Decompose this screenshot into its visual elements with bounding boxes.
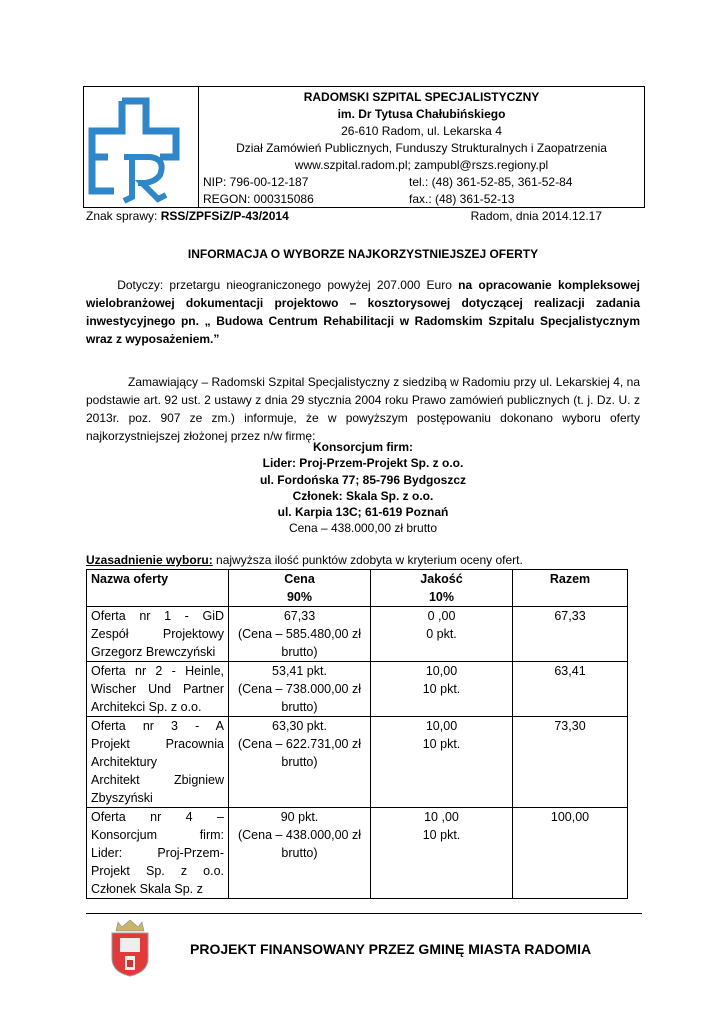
footer-funding-note: PROJEKT FINANSOWANY PRZEZ GMINĘ MIASTA RADOMIA — [190, 941, 592, 957]
reference-label: Znak sprawy: — [86, 209, 161, 223]
winner-price: Cena – 438.000,00 zł brutto — [288, 521, 438, 536]
offer-name-line: Zespół Projektowy — [91, 627, 224, 641]
offer-quality-score-line: 10,00 — [425, 719, 458, 733]
offer-name-line: Wischer Und Partner — [91, 682, 224, 696]
offer-price-score — [229, 717, 371, 808]
table-row — [87, 808, 628, 899]
offer-quality-score-line: 10 ,00 — [424, 810, 459, 824]
offer-price-score-line: (Cena – 738.000,00 zł — [237, 682, 361, 696]
winning-bidder — [86, 439, 640, 537]
offer-price-score — [229, 662, 371, 717]
offer-name-line: Członek Skala Sp. z — [91, 882, 203, 896]
table-row — [87, 662, 628, 717]
offer-total-score: 67,33 — [513, 607, 628, 662]
hospital-patron: im. Dr Tytusa Chałubińskiego — [337, 107, 506, 121]
offer-price-score-line: (Cena – 438.000,00 zł — [237, 828, 361, 842]
hospital-logo — [84, 87, 199, 207]
justification-label: Uzasadnienie wyboru: — [86, 553, 213, 567]
offer-quality-score — [371, 662, 513, 717]
offer-name-line: Architekt Zbigniew — [91, 773, 224, 787]
reference-line — [86, 209, 640, 223]
offer-name — [87, 717, 229, 808]
col-offer-name: Nazwa oferty — [87, 570, 229, 607]
radom-coat-of-arms — [108, 918, 152, 981]
justification-text: najwyższa ilość punktów zdobyta w kryterium oceny ofert. — [212, 553, 523, 567]
offer-quality-score-line: 10 pkt. — [422, 737, 461, 751]
winner-line: Konsorcjum firm: — [312, 440, 413, 454]
offer-name-line: Konsorcjum firm: — [91, 828, 224, 842]
offer-quality-score-line: 10 pkt. — [422, 682, 461, 696]
offer-total-score: 100,00 — [513, 808, 628, 899]
justification — [86, 553, 523, 567]
table-row — [87, 607, 628, 662]
fax: fax.: (48) 361-52-13 — [409, 192, 515, 206]
offer-price-score — [229, 607, 371, 662]
offer-name — [87, 662, 229, 717]
offer-quality-score-line: 0 pkt. — [426, 627, 457, 641]
reference-number: RSS/ZPFSiZ/P-43/2014 — [160, 209, 289, 223]
offer-total-score: 73,30 — [513, 717, 628, 808]
hospital-address: 26-610 Radom, ul. Lekarska 4 — [341, 124, 502, 138]
regon: REGON: 000315086 — [203, 192, 314, 206]
offer-quality-score — [371, 607, 513, 662]
offer-price-score-line: brutto) — [281, 645, 318, 659]
table-row — [87, 717, 628, 808]
offer-price-score-line: brutto) — [281, 846, 318, 860]
winner-line: Członek: Skala Sp. z o.o. — [292, 488, 434, 503]
offer-quality-score-line: 10 pkt. — [422, 828, 461, 842]
offer-name-line: Oferta nr 2 - Heinle, — [91, 664, 224, 678]
offer-name-line: Zbyszyński — [91, 791, 153, 805]
offer-name-line: Architektury — [91, 755, 157, 769]
offer-price-score-line: 90 pkt. — [280, 810, 319, 824]
offer-price-score-line: 53,41 pkt. — [272, 664, 327, 678]
table-header — [87, 570, 628, 607]
offer-name-line: Grzegorz Brewczyński — [91, 645, 216, 659]
offer-name — [87, 808, 229, 899]
offer-total-score: 63,41 — [513, 662, 628, 717]
subject-intro: Dotyczy: przetargu nieograniczonego powyżej 207.000 Euro — [117, 278, 459, 292]
offer-price-score-line: 63,30 pkt. — [272, 719, 327, 733]
body-text: Zamawiający – Radomski Szpital Specjalistyczny z siedzibą w Radomiu przy ul. Lekarskiej 4, na podstawie art. 92 ust. 2 ustawy z dnia 29 stycznia 2004 roku Prawo zamówień publicznych (t. j. Dz. U. z 2013r. poz. 907 ze zm.) informuje, że w powyższym postępowaniu dokonano wyboru oferty najkorzystniejszej złożonej przez n/w firmę: — [86, 375, 640, 443]
offer-name-line: Architekci Sp. z o.o. — [91, 700, 202, 714]
offer-quality-score-line: 10,00 — [425, 664, 458, 678]
hospital-name: RADOMSKI SZPITAL SPECJALISTYCZNY — [303, 90, 540, 104]
offer-name-line: Lider: Proj-Przem- — [91, 846, 224, 860]
telephone: tel.: (48) 361-52-85, 361-52-84 — [409, 175, 573, 189]
winner-line: ul. Fordońska 77; 85-796 Bydgoszcz — [259, 472, 467, 487]
department: Dział Zamówień Publicznych, Funduszy Strukturalnych i Zaopatrzenia — [236, 141, 607, 155]
document-date: Radom, dnia 2014.12.17 — [470, 209, 602, 223]
offer-name-line: Projekt Pracownia — [91, 737, 224, 751]
offer-name-line: Oferta nr 3 - A — [91, 719, 224, 733]
subject-paragraph — [86, 276, 640, 348]
winner-line: Lider: Proj-Przem-Projekt Sp. z o.o. — [262, 456, 464, 471]
offer-price-score-line: brutto) — [281, 700, 318, 714]
offer-quality-score — [371, 717, 513, 808]
offer-name-line: Oferta nr 4 – — [91, 810, 224, 824]
letterhead — [83, 86, 645, 208]
offers-table — [86, 569, 628, 899]
offer-quality-score-line: 0 ,00 — [427, 609, 456, 623]
offer-name — [87, 607, 229, 662]
offer-price-score-line: brutto) — [281, 755, 318, 769]
offer-price-score-line: (Cena – 585.480,00 zł — [237, 627, 361, 641]
offer-name-line: Projekt Sp. z o.o. — [91, 864, 224, 878]
subject-task: na opracowanie kompleksowej wielobranżowej dokumentacji projektowo – kosztorysowej dotyczącej realizacji zadania inwestycyjnego pn. „ Budowa Centrum Rehabilitacji w Radomskim Szpitalu Specjalistycznym wraz z wyposażeniem.” — [86, 278, 641, 346]
offer-price-score — [229, 808, 371, 899]
winner-line: ul. Karpia 13C; 61-619 Poznań — [277, 505, 449, 520]
col-quality: Jakość 10% — [371, 570, 513, 607]
contact-web-email: www.szpital.radom.pl; zampubl@rszs.regiony.pl — [294, 158, 549, 172]
offer-name-line: Oferta nr 1 - GiD — [91, 609, 224, 623]
offer-price-score-line: 67,33 — [283, 609, 316, 623]
col-price: Cena 90% — [229, 570, 371, 607]
footer-divider — [86, 913, 642, 914]
offer-price-score-line: (Cena – 622.731,00 zł — [237, 737, 361, 751]
col-total: Razem — [513, 570, 628, 607]
offer-quality-score — [371, 808, 513, 899]
body-paragraph — [86, 373, 640, 445]
nip: NIP: 796-00-12-187 — [203, 175, 309, 189]
document-title: INFORMACJA O WYBORZE NAJKORZYSTNIEJSZEJ OFERTY — [187, 247, 539, 261]
